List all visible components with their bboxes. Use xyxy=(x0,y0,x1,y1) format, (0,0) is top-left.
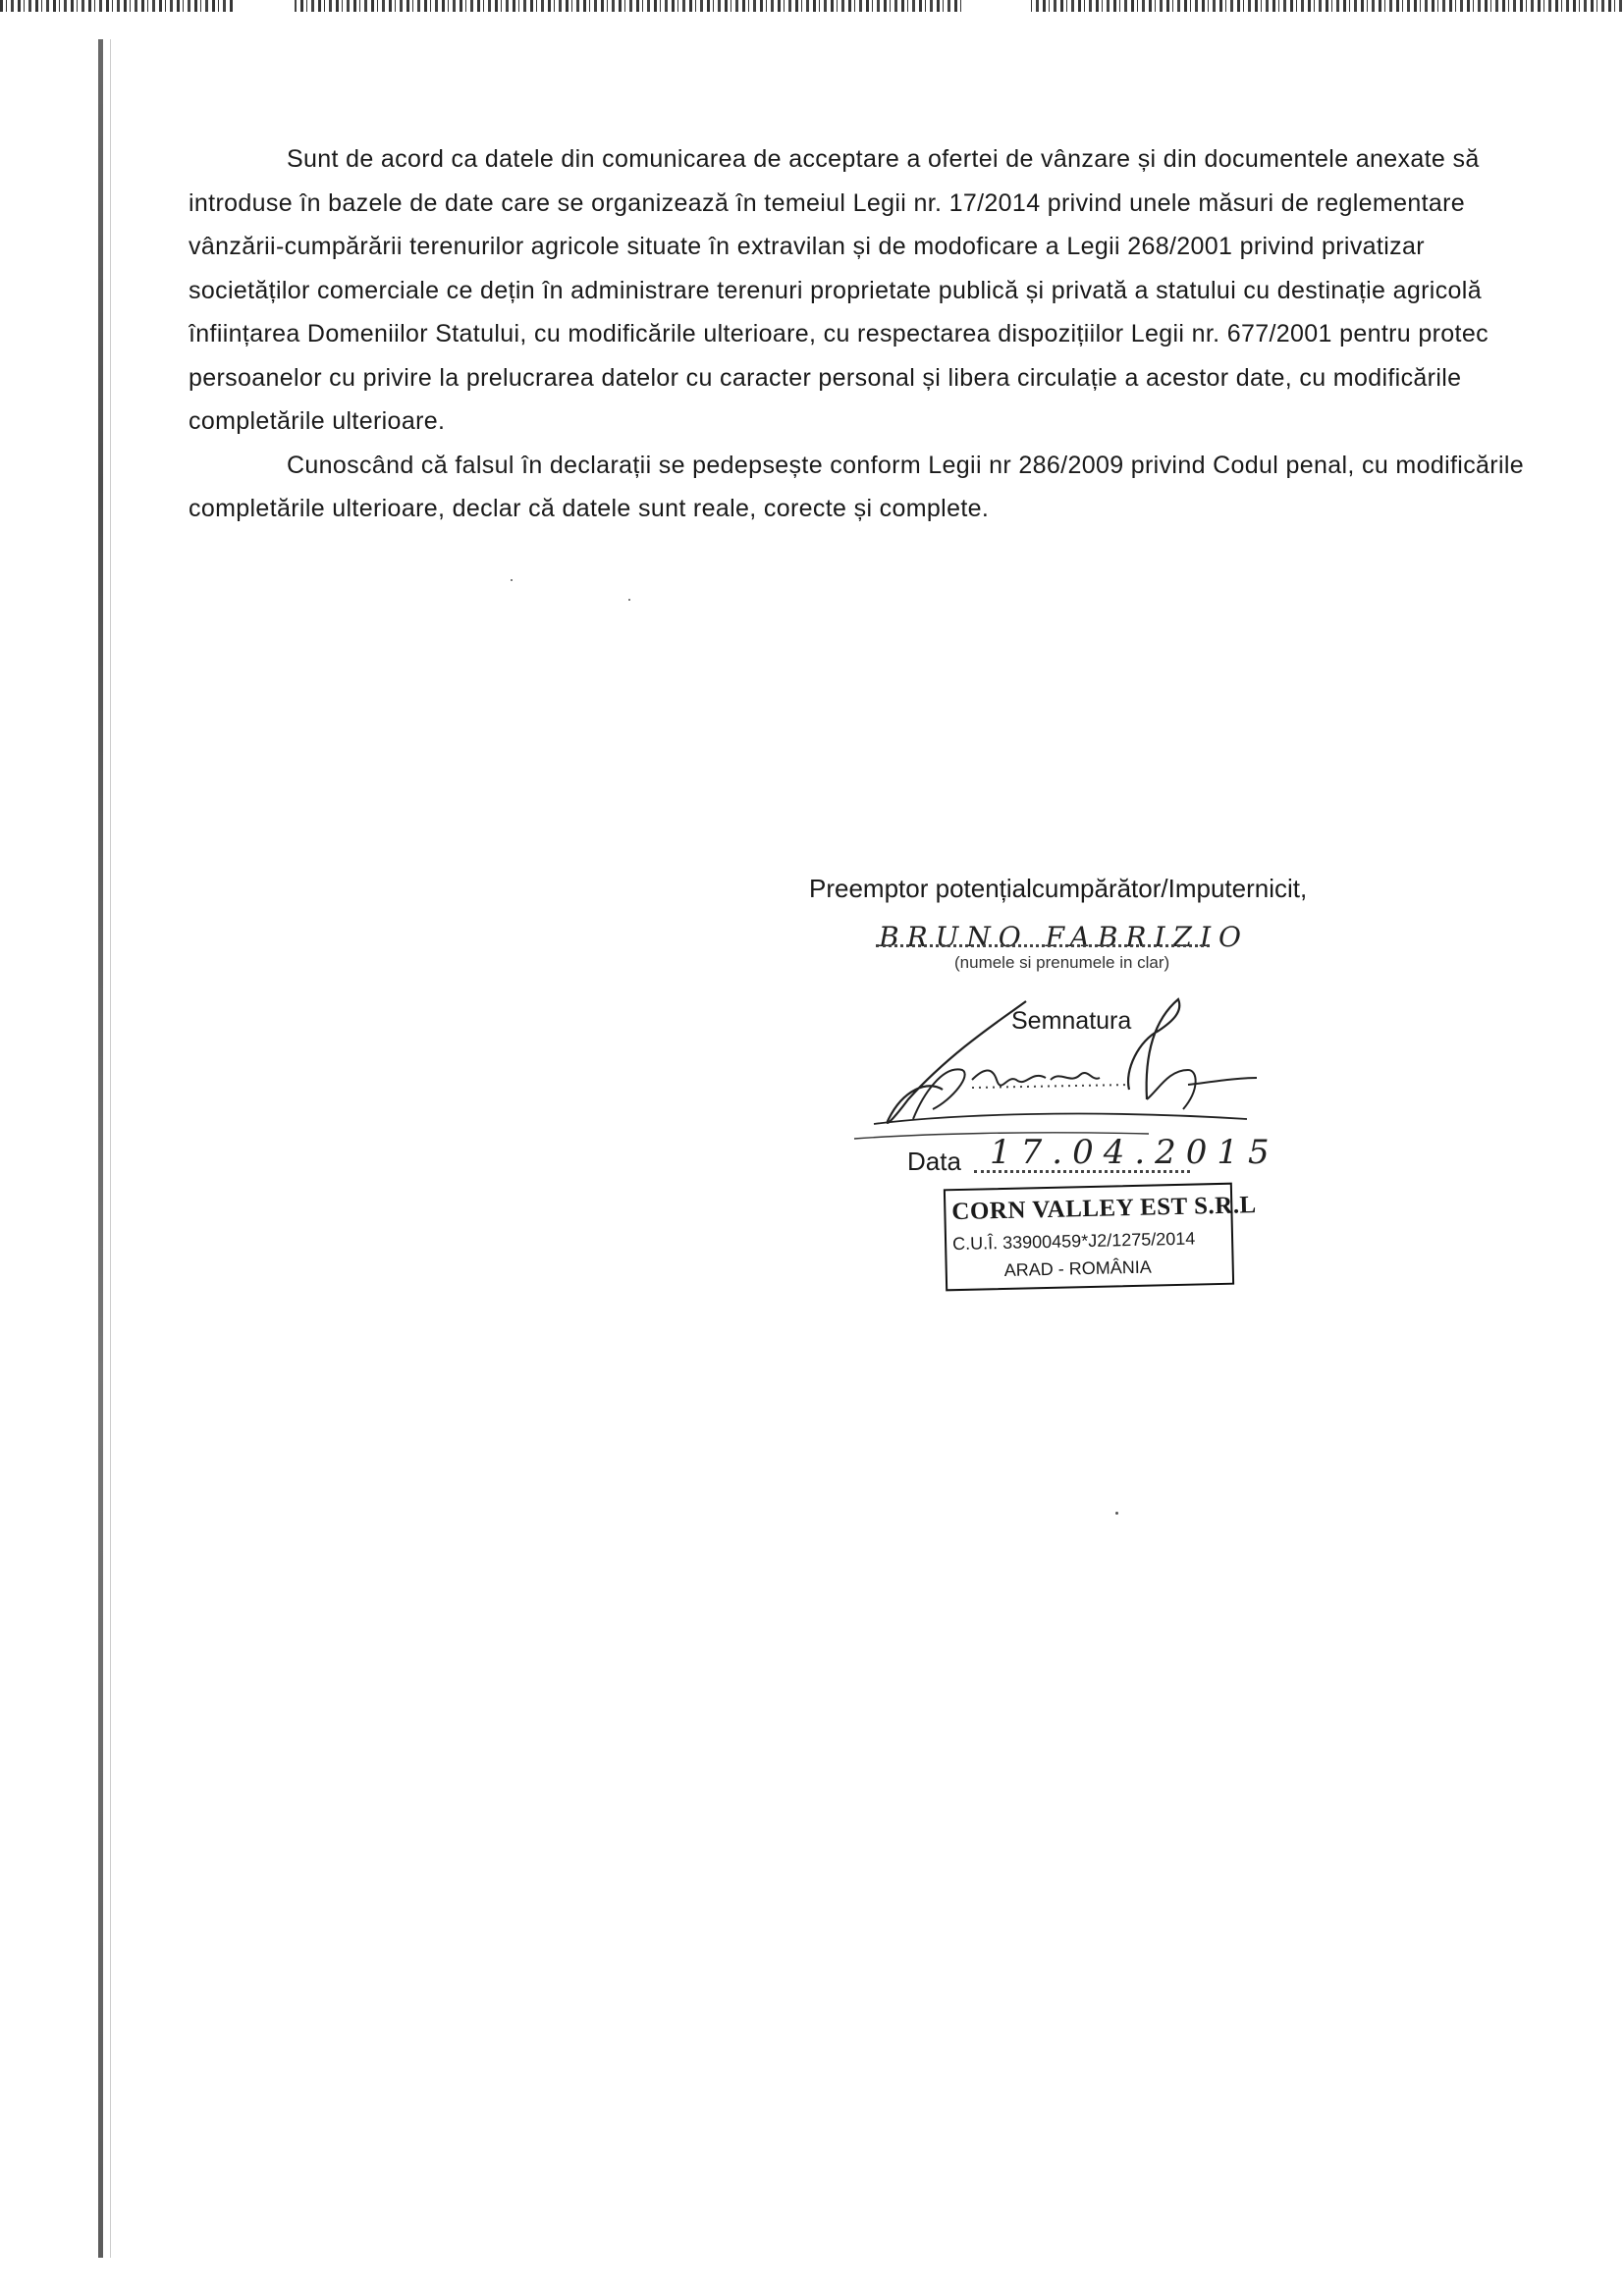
scan-speck xyxy=(511,579,513,581)
stamp-company-name: CORN VALLEY EST S.R.L xyxy=(951,1192,1258,1226)
text-line: societăților comerciale ce dețin în administrare terenuri proprietate publică și privată a statului cu destinație agricolă xyxy=(189,276,1482,304)
company-stamp xyxy=(944,1183,1258,1292)
liability-paragraph xyxy=(189,444,1602,531)
scan-speck xyxy=(628,599,630,601)
text-line: completările ulterioare, declar că datele sunt reale, corecte și complete. xyxy=(189,495,990,522)
scan-edge-left-faint xyxy=(110,39,111,2258)
declaration-text xyxy=(189,137,1602,531)
stamp-registration: C.U.Î. 33900459*J2/1275/2014 xyxy=(951,1228,1196,1255)
text-line: Sunt de acord ca datele din comunicarea de acceptare a ofertei de vânzare și din documentele anexate să xyxy=(287,145,1480,173)
stamp-location: ARAD - ROMÂNIA xyxy=(1003,1256,1152,1280)
signatory-role: Preemptor potențialcumpărător/Imputernicit, xyxy=(809,874,1308,903)
text-line: Cunoscând că falsul în declarații se pedepsește conform Legii nr 286/2009 privind Codul penal, cu modificările xyxy=(287,451,1525,479)
handwritten-signature xyxy=(835,972,1257,1148)
scan-edge-gap xyxy=(236,0,295,12)
text-line: persoanelor cu privire la prelucrarea datelor cu caracter personal și libera circulație a acestor date, cu modificările xyxy=(189,363,1462,392)
handwritten-name: BRUNO FABRIZIO xyxy=(879,921,1250,953)
text-line: înființarea Domeniilor Statului, cu modificările ulterioare, cu respectarea dispozițiilor Legii nr. 677/2001 pentru protec xyxy=(189,320,1489,347)
scan-edge-gap xyxy=(962,0,1031,12)
name-dotted-line xyxy=(876,944,1210,947)
text-line: completările ulterioare. xyxy=(189,407,446,435)
handwritten-date: 17.04.2015 xyxy=(990,1133,1279,1172)
date-label: Data xyxy=(907,1147,961,1176)
name-caption: (numele si prenumele in clar) xyxy=(954,953,1170,972)
text-line: introduse în bazele de date care se organizează în temeiul Legii nr. 17/2014 privind unele măsuri de reglementare xyxy=(189,188,1466,217)
scan-speck xyxy=(1115,1512,1118,1515)
text-line: vânzării-cumpărării terenurilor agricole situate în extravilan și de modoficare a Legii 268/2001 privind privatizar xyxy=(189,233,1425,260)
signature-block xyxy=(805,874,1591,1296)
scan-edge-left xyxy=(98,39,103,2258)
consent-paragraph xyxy=(189,137,1602,444)
date-dotted-line xyxy=(974,1170,1190,1173)
signature-label: Semnatura xyxy=(1011,1007,1132,1035)
